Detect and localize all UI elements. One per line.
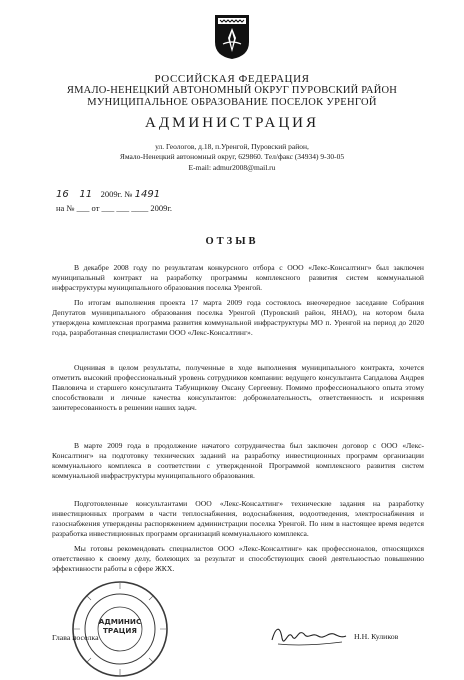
paragraph-4: В марте 2009 года в продолжение начатого сотрудничества был заключен договор с ООО «Лекс-Консалтинг» на подготовку технических заданий на разработку инвестиционных программ организации коммунального комплекса в соответствии с утвержденной Программой комплексного развития систем коммунальной инфраструктуры муниципального образования. [52, 441, 424, 480]
municipality-header: МУНИЦИПАЛЬНОЕ ОБРАЗОВАНИЕ ПОСЕЛОК УРЕНГОЙ [87, 97, 377, 108]
paragraph-1: В декабре 2008 году по результатам конкурсного отбора с ООО «Лекс-Консалтинг» был заключен муниципальный контракт на разработку программы комплексного развития систем коммунальной инфраструктуры муниципального образования поселка Уренгой. [52, 263, 424, 292]
country-header: РОССИЙСКАЯ ФЕДЕРАЦИЯ [154, 73, 310, 85]
reference-line: на № ___ от ___ ___ ____ 2009г. [56, 203, 173, 213]
reg-day: 16 [56, 189, 69, 200]
address-line-2: Ямало-Ненецкий автономный округ, 629860. Тел/факс (34934) 9-30-05 [119, 152, 345, 161]
paragraph-2: По итогам выполнения проекта 17 марта 2009 года состоялось внеочередное заседание Собрания Депутатов муниципального образования поселка Уренгой (Пуровский район, ЯНАО), на котором была утверждена комплексная программа развития коммунальной инфраструктуры МО п. Уренгой на период до 2020 года, разработанная специалистами ООО «Лекс-Консалтинг». [52, 298, 424, 337]
registration-line [56, 190, 160, 200]
paragraph-5: Подготовленные консультантами ООО «Лекс-Консалтинг» технические задания на разработку инвестиционных программ в части теплоснабжения, водоснабжения, водоотведения, электроснабжения и газоснабжения утверждены распоряжением администрации поселка Уренгой. По ним в настоящее время ведется разработка инвестиционных программ организаций коммунального комплекса. [52, 499, 424, 538]
stamp-line-2: ТРАЦИЯ [103, 626, 137, 635]
paragraph-3: Оценивая в целом результаты, полученные в ходе выполнения муниципального контракта, хочется отметить высокий профессиональный уровень сотрудников компании: ведущего консультанта Сапдалова Андрея Павловича и старшего консультанта Табунщикову Оксану Сергеевну. Помимо профессионального опыта этому способствовали и личные качества консультантов: доброжелательность, ответственность и искренняя заинтересованность в решении наших задач. [52, 363, 424, 412]
handwritten-signature [268, 618, 348, 652]
reg-year: 2009г. № [100, 189, 133, 199]
paragraph-6: Мы готовы рекомендовать специалистов ООО «Лекс-Консалтинг» как профессионалов, относящихся ответственно к своему делу, болеющих за результат и способствующих своей деятельностью повышению эффективности работы в сфере ЖКХ. [52, 544, 424, 573]
address-line-1: ул. Геологов, д.18, п.Уренгой, Пуровский район, [155, 142, 309, 151]
signatory-name: Н.Н. Куликов [354, 632, 399, 641]
stamp-line-1: АДМИНИС [98, 617, 142, 626]
reg-number: 1491 [134, 189, 161, 200]
reg-month: 11 [79, 189, 93, 200]
signatory-position: Глава поселка [52, 633, 99, 642]
document-title: ОТЗЫВ [205, 236, 259, 247]
organization-title: АДМИНИСТРАЦИЯ [145, 115, 319, 131]
coat-of-arms-icon [214, 14, 250, 60]
email-line: E-mail: admur2008@mail.ru [188, 163, 276, 172]
region-header: ЯМАЛО-НЕНЕЦКИЙ АВТОНОМНЫЙ ОКРУГ ПУРОВСКИЙ РАЙОН [66, 85, 398, 96]
